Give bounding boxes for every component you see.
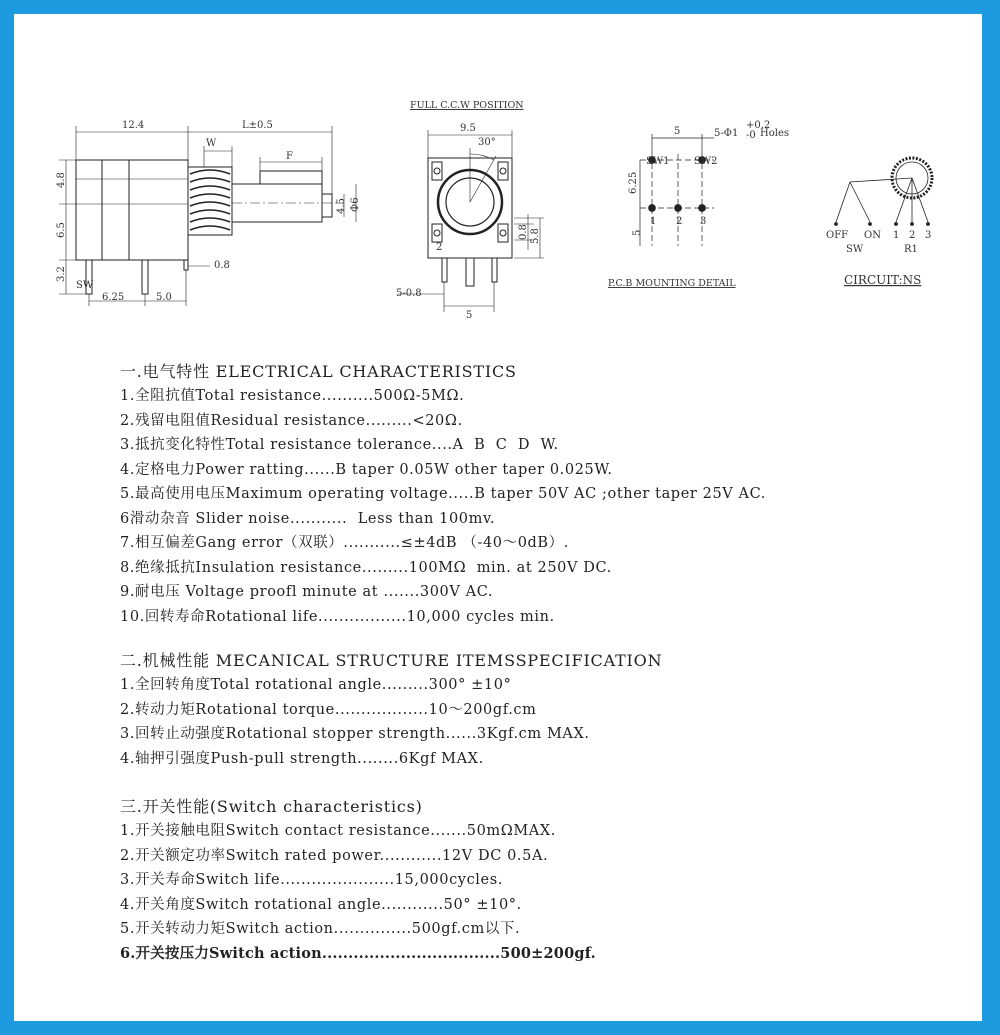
- pcb-mounting-drawing: [640, 134, 714, 246]
- dim-9-5: 9.5: [460, 123, 476, 134]
- dim-pcb-5: 5: [674, 126, 681, 137]
- circuit-schematic: [835, 158, 933, 226]
- switch-title: 三.开关性能(Switch characteristics): [120, 797, 423, 816]
- switch-item: 1.开关接触电阻Switch contact resistance.......50mΩMAX.: [120, 823, 557, 839]
- electrical-item: 9.耐电压 Voltage proofl minute at .......300V AC.: [120, 584, 494, 600]
- caption-full-ccw: FULL C.C.W POSITION: [410, 100, 524, 111]
- electrical-item: 10.回转寿命Rotational life.................10,000 cycles min.: [120, 608, 555, 625]
- label-pin-2: 2: [676, 216, 683, 227]
- dim-6-5: 6.5: [56, 222, 67, 238]
- mechanical-item: 2.转动力矩Rotational torque..................10～200gf.cm: [120, 701, 537, 718]
- specifications: [120, 360, 960, 966]
- dim-6-25-pcb: 6.25: [628, 171, 639, 194]
- mechanical-item: 3.回转止动强度Rotational stopper strength......3Kgf.cm MAX.: [120, 726, 590, 742]
- dim-0-8-front: 0.8: [518, 224, 529, 240]
- electrical-item: 4.定格电力Power ratting......B taper 0.05W other taper 0.025W.: [120, 461, 613, 478]
- caption-pcb-mounting: P.C.B MOUNTING DETAIL: [608, 278, 736, 289]
- switch-item: 2.开关额定功率Switch rated power............12V DC 0.5A.: [120, 847, 549, 864]
- dim-holes-label: Holes: [760, 128, 789, 139]
- dim-5-front: 5: [466, 310, 473, 321]
- dim-6-25: 6.25: [102, 292, 125, 303]
- dim-holes-tol-minus: -0: [746, 130, 756, 141]
- drawing-canvas: [14, 14, 982, 334]
- dim-4-8: 4.8: [56, 172, 67, 188]
- caption-circuit: CIRCUIT:NS: [844, 273, 922, 287]
- dim-holes-prefix: 5-Φ1: [714, 128, 739, 139]
- electrical-item: 1.全阻抗值Total resistance..........500Ω-5MΩ.: [120, 388, 465, 404]
- label-pin-1: 1: [650, 216, 657, 227]
- electrical-title: 一.电气特性 ELECTRICAL CHARACTERISTICS: [120, 362, 517, 381]
- mechanical-item: 1.全回转角度Total rotational angle.........300° ±10°: [120, 677, 512, 693]
- dim-f: F: [286, 151, 293, 162]
- switch-section: [120, 795, 960, 966]
- datasheet-page: [14, 14, 982, 1021]
- pcb-mounting-dimensions: [608, 120, 789, 289]
- dim-l: L±0.5: [242, 120, 273, 131]
- switch-item: 6.开关按压力Switch action..................................500±200gf.: [120, 944, 596, 962]
- electrical-section: [120, 360, 960, 629]
- side-view-drawing: [59, 126, 356, 306]
- switch-item: 5.开关转动力矩Switch action...............500gf.cm以下.: [120, 921, 521, 937]
- switch-item: 3.开关寿命Switch life......................15,000cycles.: [120, 872, 503, 888]
- dim-2: 2: [436, 242, 443, 253]
- circuit-labels: [826, 230, 931, 287]
- electrical-item: 6滑动杂音 Slider noise........... Less than 100mv.: [120, 510, 496, 527]
- mechanical-title: 二.机械性能 MECANICAL STRUCTURE ITEMSSPECIFICATION: [120, 651, 663, 670]
- label-sw1: SW1: [646, 156, 670, 167]
- dim-5-8: 5.8: [530, 228, 541, 244]
- technical-drawings: [14, 14, 982, 334]
- label-sw: SW: [76, 280, 94, 291]
- electrical-item: 2.残留电阻值Residual resistance.........<20Ω.: [120, 412, 463, 429]
- label-off: OFF: [826, 230, 849, 241]
- label-r1: R1: [904, 244, 918, 255]
- label-r-2: 2: [909, 230, 916, 241]
- electrical-item: 3.抵抗变化特性Total resistance tolerance....A B C D W.: [120, 437, 559, 453]
- electrical-item: 8.绝缘抵抗Insulation resistance.........100MΩ min. at 250V DC.: [120, 559, 612, 576]
- dim-0-8-side: 0.8: [214, 260, 230, 271]
- dim-12-4: 12.4: [122, 120, 145, 131]
- dim-holes-tol-plus: +0.2: [746, 120, 771, 131]
- mechanical-section: [120, 649, 960, 771]
- dim-30-deg: 30°: [478, 137, 496, 148]
- dim-5-pcb: 5: [632, 229, 643, 236]
- dim-3-2: 3.2: [56, 266, 67, 282]
- label-sw-circuit: SW: [846, 244, 864, 255]
- label-pin-3: 3: [700, 216, 707, 227]
- electrical-item: 5.最高使用电压Maximum operating voltage.....B taper 50V AC ;other taper 25V AC.: [120, 486, 767, 502]
- dim-w: W: [206, 138, 217, 149]
- dim-4-5: 4.5: [336, 198, 347, 214]
- front-view-drawing: [398, 130, 544, 312]
- label-r-3: 3: [925, 230, 932, 241]
- label-on: ON: [864, 230, 881, 241]
- switch-item: 4.开关角度Switch rotational angle............50° ±10°.: [120, 896, 522, 913]
- electrical-item: 7.相互偏差Gang error（双联）...........≤±4dB （-40～0dB）.: [120, 535, 569, 551]
- dim-5-0: 5.0: [156, 292, 172, 303]
- dim-5-0-8: 5-0.8: [396, 288, 422, 299]
- dim-phi-6: Φ6: [350, 197, 361, 212]
- mechanical-item: 4.轴押引强度Push-pull strength........6Kgf MAX.: [120, 750, 484, 767]
- label-sw2: SW2: [694, 156, 718, 167]
- label-r-1: 1: [893, 230, 900, 241]
